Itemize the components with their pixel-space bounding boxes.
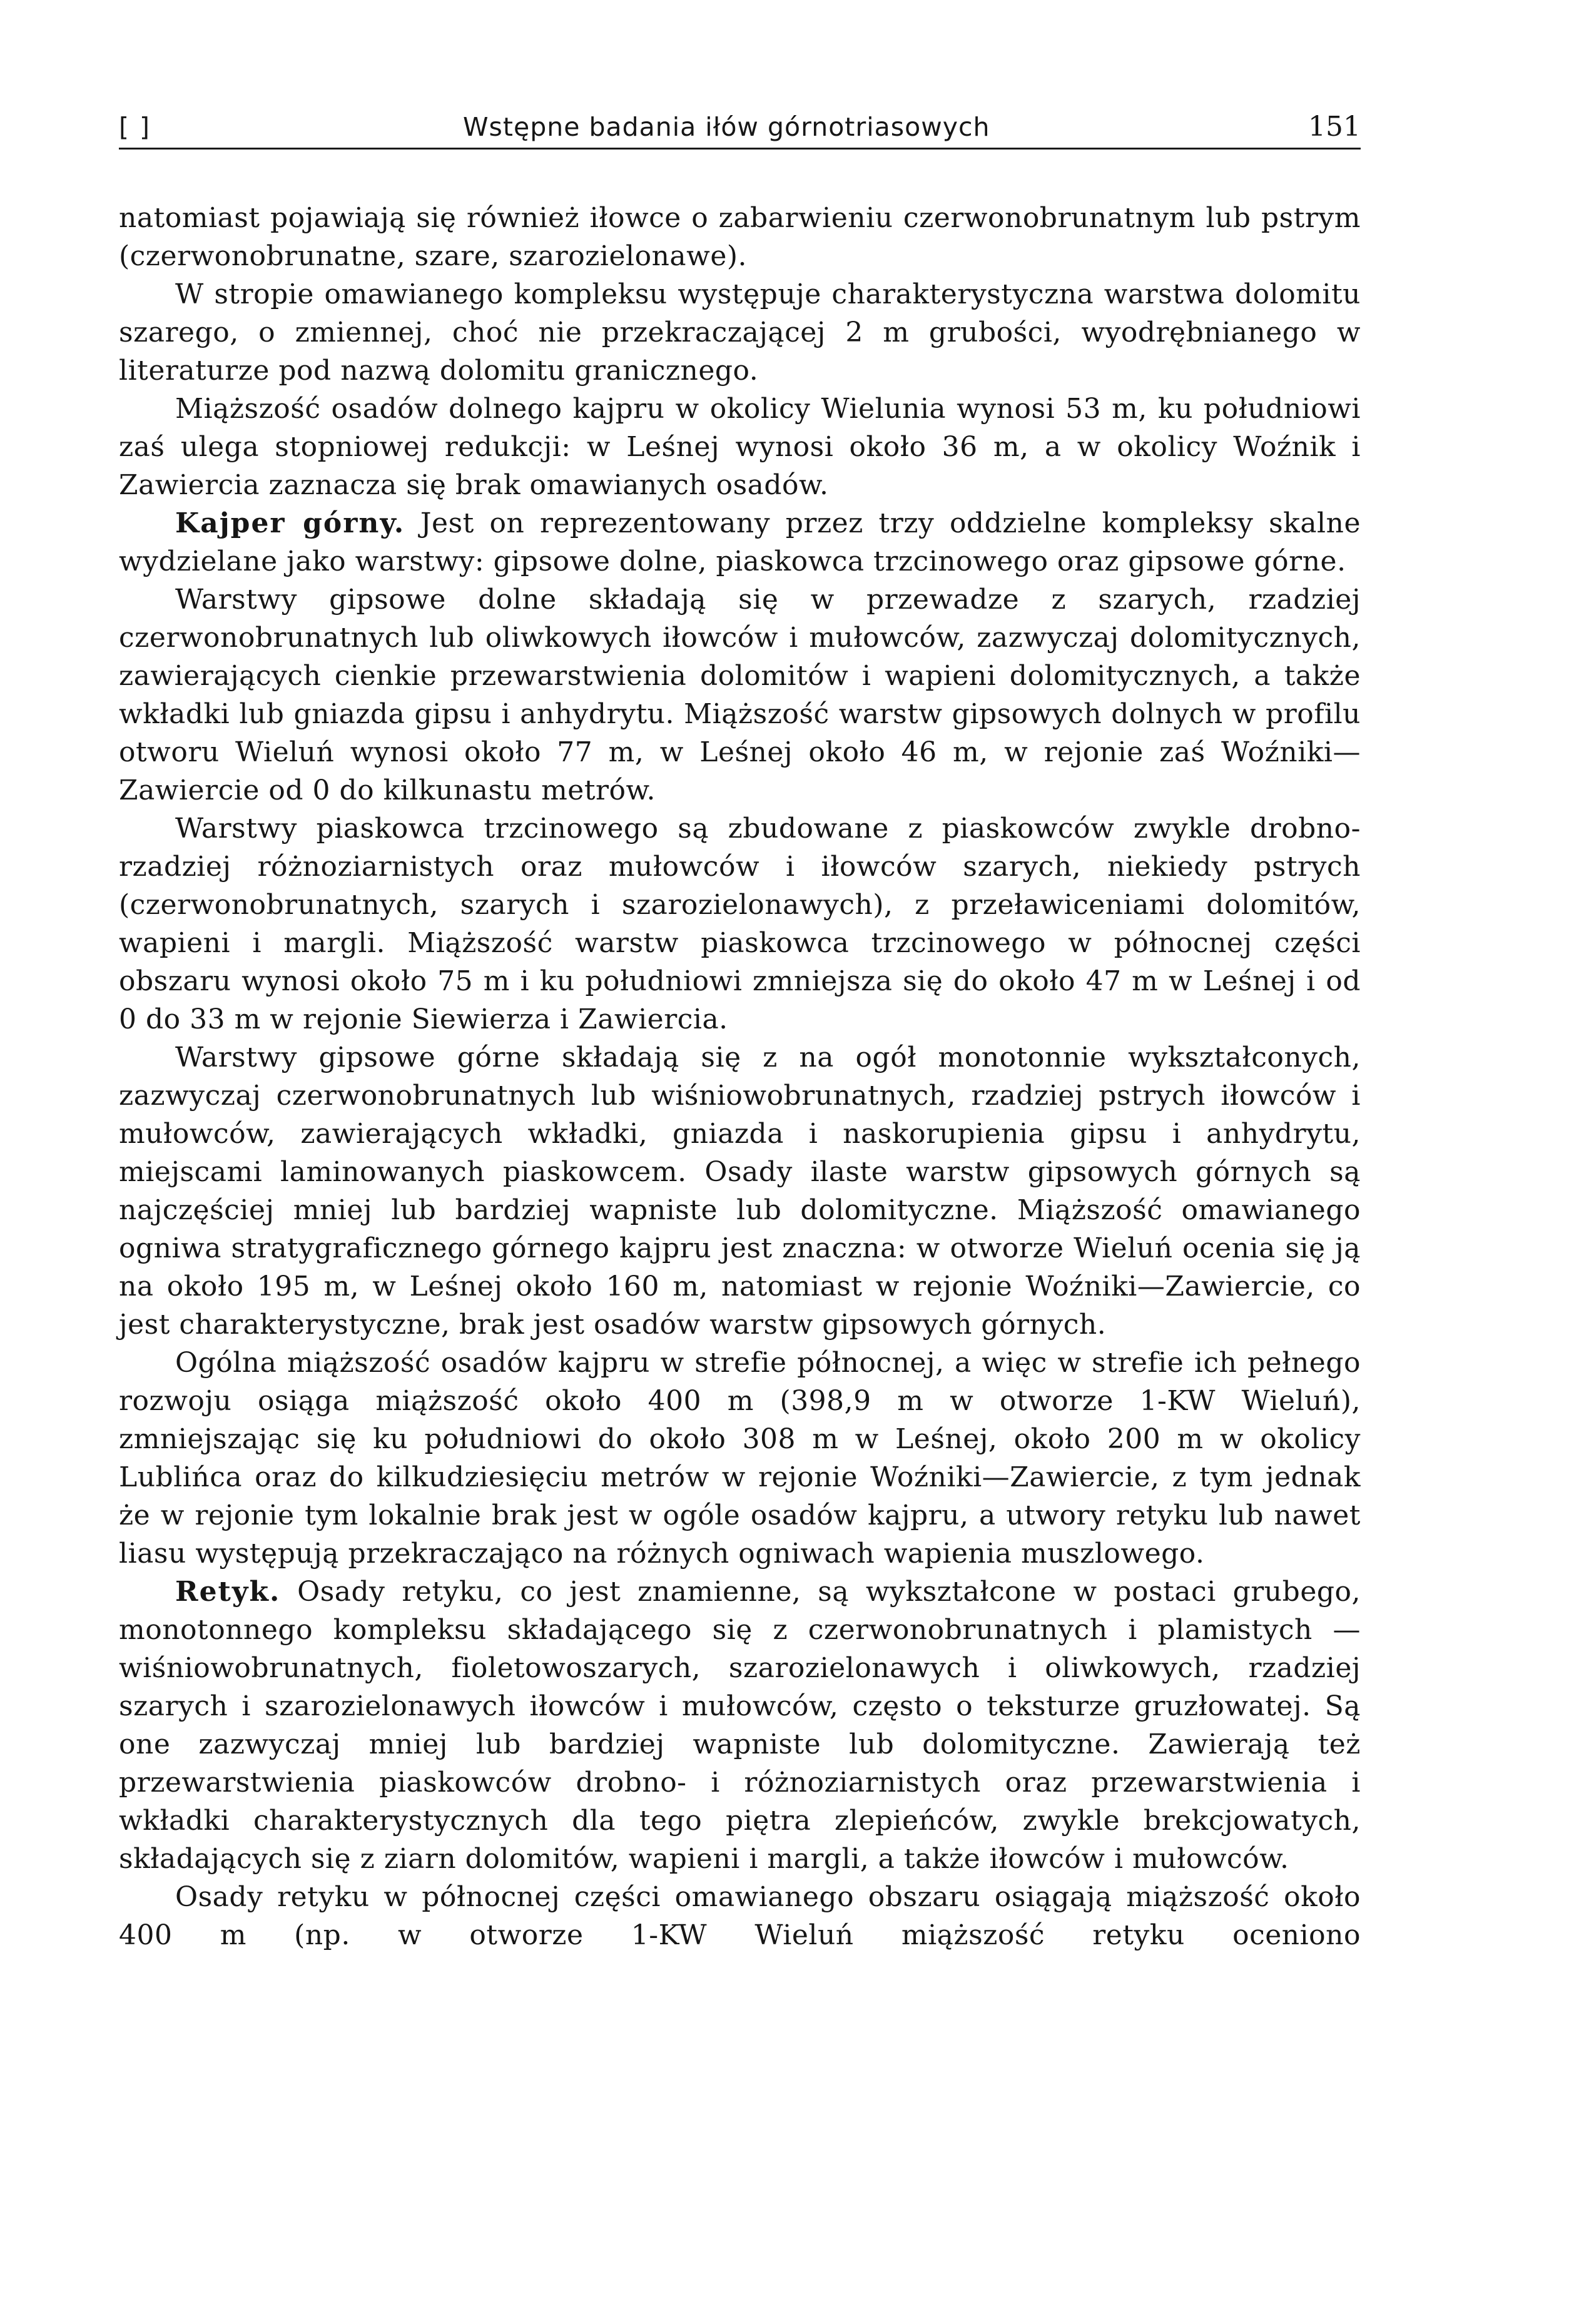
section-lead-kajper-gorny: Kajper górny. (175, 507, 405, 539)
paragraph-text: W stropie omawianego kompleksu występuje charakterystyczna warstwa dolomitu szarego, o zmiennej, choć nie przekraczającej 2 m grubości, wyodrębnianego w literaturze pod nazwą dolomitu granicznego. (119, 278, 1361, 387)
paragraph-text: Jest on reprezentowany przez trzy oddzielne kompleksy skalne wydzielane jako warstwy: gipsowe dolne, piaskowca trzcinowego oraz gipsowe górne. (119, 507, 1361, 577)
paragraph (119, 1344, 1361, 1573)
paragraph-continues (119, 1878, 1361, 1954)
paragraph-text: Osady retyku w północnej części omawianego obszaru osiągają miąższość około 400 m (np. w otworze 1-KW Wieluń miąższość retyku oceniono (119, 1881, 1361, 1951)
paragraph-text: Warstwy gipsowe górne składają się z na ogół monotonnie wykształconych, zazwyczaj czerwonobrunatnych lub wiśniowobrunatnych, rzadziej pstrych iłowców i mułowców, zawierających wkładki, gniazda i naskorupienia gipsu i anhydrytu, miejscami laminowanych piaskowcem. Osady ilaste warstw gipsowych górnych są najczęściej mniej lub bardziej wapniste lub dolomityczne. Miąższość omawianego ogniwa stratygraficznego górnego kajpru jest znaczna: w otworze Wieluń ocenia się ją na około 195 m, w Leśnej około 160 m, natomiast w rejonie Woźniki—Zawiercie, co jest charakterystyczne, brak jest osadów warstw gipsowych górnych. (119, 1042, 1361, 1341)
running-header (119, 106, 1361, 150)
paragraph-text: Ogólna miąższość osadów kajpru w strefie północnej, a więc w strefie ich pełnego rozwoju osiąga miąższość około 400 m (398,9 m w otworze 1-KW Wieluń), zmniejszając się ku południowi do około 308 m w Leśnej, około 200 m w okolicy Lublińca oraz do kilkudziesięciu metrów w rejonie Woźniki—Zawiercie, z tym jednak że w rejonie tym lokalnie brak jest w ogóle osadów kajpru, a utwory retyku lub nawet liasu występują przekraczająco na różnych ogniwach wapienia muszlowego. (119, 1347, 1361, 1570)
paragraph-text: Osady retyku, co jest znamienne, są wykształcone w postaci grubego, monotonnego kompleksu składającego się z czerwonobrunatnych i plamistych — wiśniowobrunatnych, fioletowoszarych, szarozielonawych i oliwkowych, rzadziej szarych i szarozielonawych iłowców i mułowców, często o teksturze gruzłowatej. Są one zazwyczaj mniej lub bardziej wapniste lub dolomityczne. Zawierają też przewarstwienia piaskowców drobno- i różnoziarnistych oraz przewarstwienia i wkładki charakterystycznych dla tego piętra zlepieńców, zwykle brekcjowatych, składających się z ziarn dolomitów, wapieni i margli, a także iłowców i mułowców. (119, 1576, 1361, 1875)
paragraph (119, 390, 1361, 504)
paragraph-text: Warstwy piaskowca trzcinowego są zbudowane z piaskowców zwykle drobno- rzadziej różnoziarnistych oraz mułowców i iłowców szarych, niekiedy pstrych (czerwonobrunatnych, szarych i szarozielonawych), z przeławiceniami dolomitów, wapieni i margli. Miąższość warstw piaskowca trzcinowego w północnej części obszaru wynosi około 75 m i ku południowi zmniejsza się do około 47 m w Leśnej i od 0 do 33 m w rejonie Siewierza i Zawiercia. (119, 813, 1361, 1035)
paragraph (119, 809, 1361, 1038)
paragraph (119, 581, 1361, 809)
page-number: 151 (1308, 111, 1361, 143)
paragraph-continuation (119, 199, 1361, 275)
paragraph (119, 275, 1361, 390)
paragraph-kajper-gorny (119, 504, 1361, 581)
header-bracket-mark: [ ] (119, 112, 151, 142)
paragraph-text: Miąższość osadów dolnego kajpru w okolicy Wielunia wynosi 53 m, ku południowi zaś ulega stopniowej redukcji: w Leśnej wynosi około 36 m, a w okolicy Woźnik i Zawiercia zaznacza się brak omawianych osadów. (119, 393, 1361, 501)
body-text (119, 199, 1361, 1954)
paragraph-text: natomiast pojawiają się również iłowce o zabarwieniu czerwonobrunatnym lub pstrym (czerwonobrunatne, szare, szarozielonawe). (119, 202, 1361, 272)
section-lead-retyk: Retyk. (175, 1576, 281, 1608)
header-title: Wstępne badania iłów górnotriasowych (463, 112, 990, 142)
paragraph-retyk (119, 1573, 1361, 1878)
paragraph-text: Warstwy gipsowe dolne składają się w przewadze z szarych, rzadziej czerwonobrunatnych lub oliwkowych iłowców i mułowców, zazwyczaj dolomitycznych, zawierających cienkie przewarstwienia dolomitów i wapieni dolomitycznych, a także wkładki lub gniazda gipsu i anhydrytu. Miąższość warstw gipsowych dolnych w profilu otworu Wieluń wynosi około 77 m, w Leśnej około 46 m, w rejonie zaś Woźniki—Zawiercie od 0 do kilkunastu metrów. (119, 584, 1361, 806)
paragraph (119, 1038, 1361, 1344)
